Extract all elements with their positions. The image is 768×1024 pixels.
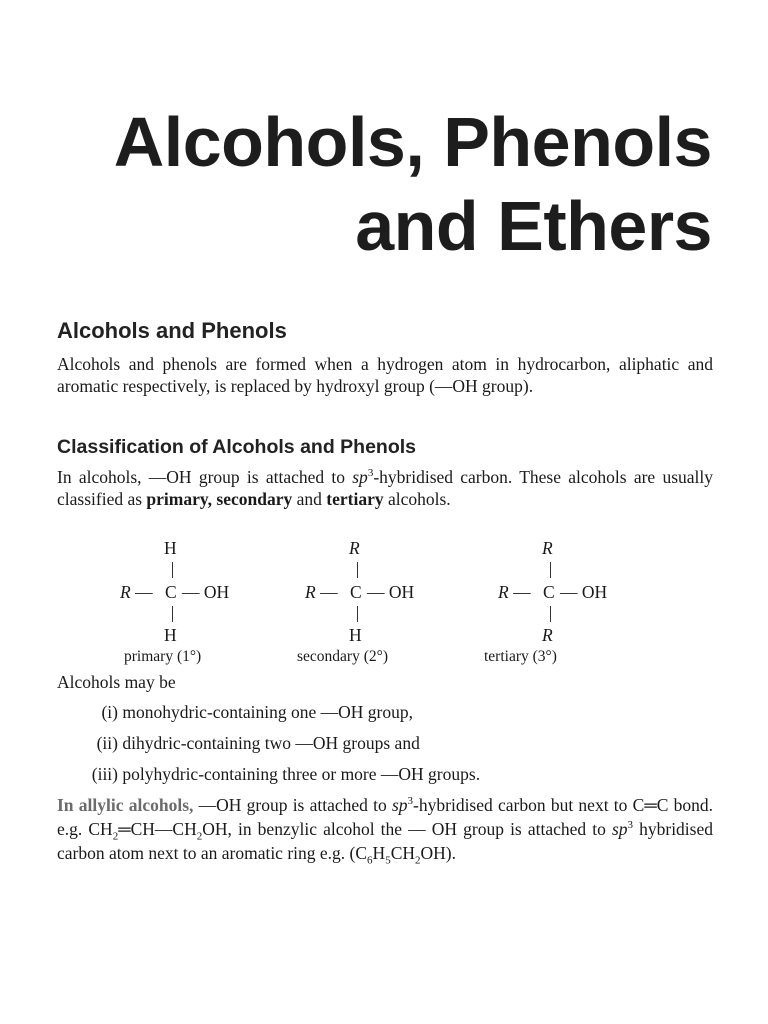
substituent-top: H [164, 538, 177, 558]
bond-vertical-bottom [550, 606, 551, 622]
text-run: -hybridised carbon. These alcohols are usually classified as [57, 467, 713, 509]
substituent-bottom: H [164, 625, 177, 645]
structure-caption: primary (1°) [124, 648, 202, 665]
list-item-number: (i) [101, 702, 118, 722]
subscript: 2 [415, 854, 421, 867]
superscript: 3 [627, 819, 634, 832]
text-run: -hybridised carbon but next to C═C bond. e.g. CH [57, 795, 713, 839]
r-group: R [305, 582, 316, 602]
list-item-text: polyhydric-containing three or more —OH groups. [122, 764, 481, 784]
sp-symbol: sp [611, 819, 628, 839]
oh-group: OH [581, 582, 608, 602]
text-run: —OH group is attached to [193, 795, 392, 815]
substituent-bottom [542, 625, 553, 646]
substituent-top [542, 538, 553, 559]
chapter-title-line-2: and Ethers [355, 187, 712, 265]
substituent-left: R — [120, 582, 153, 602]
r-group: R [498, 582, 509, 602]
r-group: R [120, 582, 131, 602]
list-item-number: (ii) [96, 733, 118, 753]
substituent-left: R — [498, 582, 531, 602]
intro-paragraph: Alcohols and phenols are formed when a hydrogen atom in hydrocarbon, aliphatic and aromatic respectively, is replaced by hydroxyl group (—OH group). [57, 354, 713, 396]
bond-vertical-top [357, 562, 358, 578]
section-heading-classification: Classification of Alcohols and Phenols [57, 436, 416, 458]
sp-symbol: sp [352, 467, 368, 487]
classification-paragraph [57, 466, 713, 510]
structure-caption: tertiary (3°) [484, 648, 557, 665]
subscript: 2 [196, 830, 203, 843]
text-run: CH [390, 843, 415, 863]
structure-caption: secondary (2°) [297, 648, 388, 665]
alcohols-may-be-text: Alcohols may be [57, 672, 176, 692]
substituent-right: — OH [560, 582, 608, 602]
sp-symbol: sp [391, 795, 408, 815]
substituent-right: — OH [367, 582, 415, 602]
superscript: 3 [367, 467, 374, 480]
bond-vertical-bottom [172, 606, 173, 622]
superscript: 3 [407, 795, 414, 808]
text-run: OH, in benzylic alcohol the — OH group is attached to [202, 819, 612, 839]
list-item [0, 733, 420, 754]
chapter-title [114, 100, 712, 268]
r-group: R [349, 538, 360, 558]
subscript: 6 [367, 854, 373, 867]
subscript: 2 [112, 830, 119, 843]
bold-term: tertiary [326, 489, 384, 509]
structure-secondary [297, 538, 435, 668]
bond-vertical-bottom [357, 606, 358, 622]
list-item-number: (iii) [91, 764, 118, 784]
subscript: 5 [385, 854, 391, 867]
section-heading-alcohols-phenols: Alcohols and Phenols [57, 318, 287, 343]
substituent-bottom: H [349, 625, 362, 645]
text-run: OH). [420, 843, 456, 863]
oh-group: OH [388, 582, 415, 602]
r-group: R [542, 625, 553, 645]
structure-tertiary [484, 538, 628, 668]
carbon-center: C [165, 582, 177, 602]
list-item-text: monohydric-containing one —OH group, [122, 702, 414, 722]
bold-term: primary, secondary [146, 489, 293, 509]
bond-vertical-top [172, 562, 173, 578]
substituent-top [349, 538, 360, 559]
allylic-paragraph [57, 793, 713, 865]
r-group: R [542, 538, 553, 558]
list-item-text: dihydric-containing two —OH groups and [122, 733, 420, 753]
substituent-left: R — [305, 582, 338, 602]
oh-group: OH [203, 582, 230, 602]
allylic-lead-term: In allylic alcohols, [57, 795, 194, 815]
bond-vertical-top [550, 562, 551, 578]
text-run: alcohols. [383, 489, 451, 509]
chapter-title-line-1: Alcohols, Phenols [113, 103, 712, 181]
text-run: and [292, 489, 327, 509]
text-run: In alcohols, —OH group is attached to [57, 467, 353, 487]
substituent-right: — OH [182, 582, 230, 602]
text-run: ═CH—CH [118, 819, 197, 839]
list-item [0, 702, 413, 723]
carbon-center: C [350, 582, 362, 602]
structure-primary [120, 538, 250, 668]
list-item [0, 764, 480, 785]
text-run: H [372, 843, 386, 863]
carbon-center: C [543, 582, 555, 602]
text-run: hybridised carbon atom next to an aromatic ring e.g. (C [57, 819, 713, 863]
